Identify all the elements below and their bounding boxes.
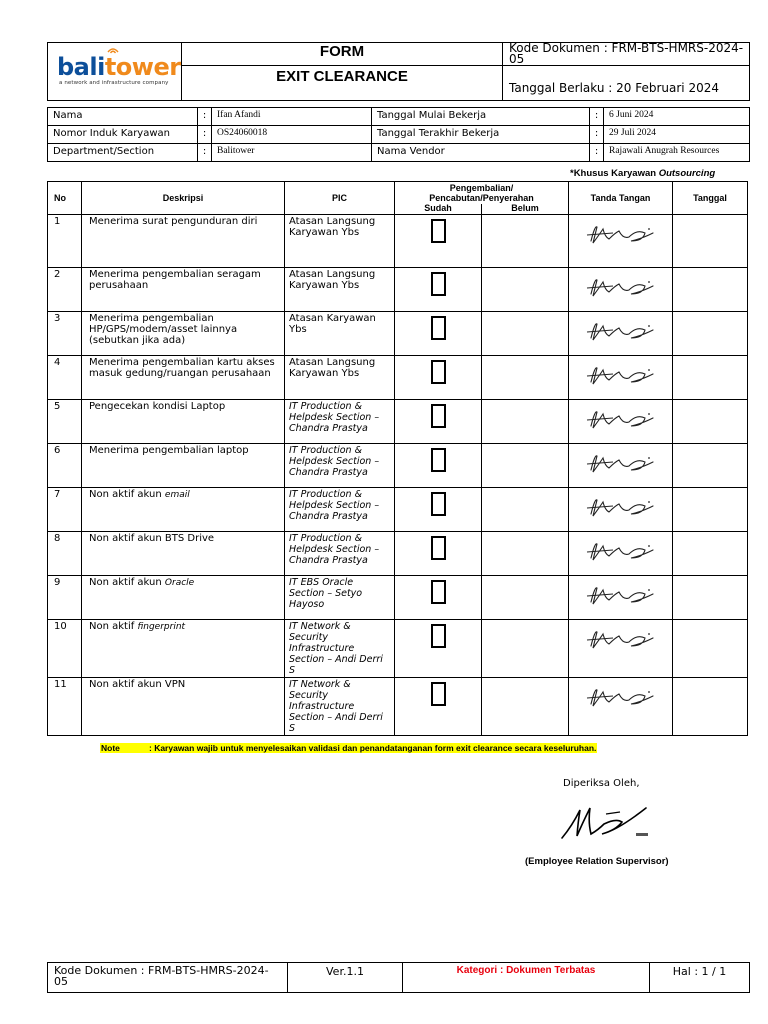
- outsourcing-note-prefix: *Khusus Karyawan: [570, 168, 659, 179]
- header-sudah: Sudah: [395, 204, 482, 215]
- row-signature: [569, 215, 673, 268]
- row-signature: [569, 444, 673, 488]
- footer-halaman: Hal : 1 / 1: [650, 963, 750, 993]
- row-signature: [569, 356, 673, 400]
- logo-tagline: a network and infrastructure company: [59, 80, 169, 86]
- row-sudah: [395, 356, 482, 400]
- header-no: No: [48, 182, 82, 215]
- table-row: [48, 215, 748, 268]
- row-desc-italic: Oracle: [164, 578, 195, 588]
- signature-mark: [583, 582, 659, 610]
- supervisor-signature: [558, 800, 654, 844]
- checkbox-sudah[interactable]: [431, 316, 446, 340]
- row-desc-text: Non aktif akun VPN: [89, 679, 186, 690]
- colon: :: [198, 126, 212, 144]
- footer-kode-dokumen: Kode Dokumen : FRM-BTS-HMRS-2024-05: [48, 963, 288, 993]
- note-label: Note: [101, 743, 120, 753]
- row-tanggal: [673, 356, 748, 400]
- signature-mark: [583, 221, 659, 249]
- row-pic: IT Production & Helpdesk Section – Chandra Prastya: [285, 400, 395, 444]
- table-row: [48, 356, 748, 400]
- row-no: 5: [48, 400, 82, 444]
- checkbox-sudah[interactable]: [431, 624, 446, 648]
- row-sudah: [395, 678, 482, 736]
- row-description: [82, 356, 285, 400]
- signature-mark: [583, 406, 659, 434]
- table-row: [48, 488, 748, 532]
- header-pic: PIC: [285, 182, 395, 215]
- tanggal-akhir-value: 29 Juli 2024: [604, 126, 750, 144]
- row-sudah: [395, 215, 482, 268]
- diperiksa-oleh: Diperiksa Oleh,: [563, 778, 640, 789]
- outsourcing-note: [570, 168, 715, 179]
- row-signature: [569, 620, 673, 678]
- table-row: [48, 444, 748, 488]
- row-desc-italic: email: [164, 490, 190, 500]
- colon: :: [590, 144, 604, 162]
- logo-bali: bali: [57, 53, 105, 81]
- form-title-line1: FORM: [182, 43, 503, 66]
- row-pic: IT Production & Helpdesk Section – Chandra Prastya: [285, 532, 395, 576]
- row-desc-text: Menerima pengembalian seragam perusahaan: [89, 269, 261, 291]
- row-sudah: [395, 268, 482, 312]
- document-header: [47, 42, 750, 101]
- row-desc-text: Pengecekan kondisi Laptop: [89, 401, 226, 412]
- nik-value: OS24060018: [212, 126, 372, 144]
- table-row: [48, 268, 748, 312]
- row-pic: IT Production & Helpdesk Section – Chandra Prastya: [285, 488, 395, 532]
- table-row: [48, 532, 748, 576]
- row-sudah: [395, 576, 482, 620]
- logo-tower: tower: [104, 53, 181, 81]
- row-belum: [482, 400, 569, 444]
- colon: :: [198, 144, 212, 162]
- row-belum: [482, 620, 569, 678]
- signature-mark: [583, 626, 659, 654]
- table-row: [48, 678, 748, 736]
- row-description: [82, 312, 285, 356]
- row-no: 10: [48, 620, 82, 678]
- row-pic: Atasan Karyawan Ybs: [285, 312, 395, 356]
- department-label: Department/Section: [48, 144, 198, 162]
- row-tanggal: [673, 620, 748, 678]
- footer-version: Ver.1.1: [288, 963, 403, 993]
- row-tanggal: [673, 400, 748, 444]
- row-sudah: [395, 444, 482, 488]
- row-description: [82, 215, 285, 268]
- row-no: 3: [48, 312, 82, 356]
- table-row: [48, 576, 748, 620]
- tanggal-berlaku: Tanggal Berlaku : 20 Februari 2024: [503, 66, 750, 101]
- signature-mark: [583, 538, 659, 566]
- row-belum: [482, 488, 569, 532]
- supervisor-title: (Employee Relation Supervisor): [525, 856, 669, 867]
- table-row: [48, 400, 748, 444]
- row-sudah: [395, 312, 482, 356]
- row-belum: [482, 576, 569, 620]
- nik-label: Nomor Induk Karyawan: [48, 126, 198, 144]
- row-pic: IT EBS Oracle Section – Setyo Hayoso: [285, 576, 395, 620]
- colon: :: [590, 108, 604, 126]
- row-pic: IT Network & Security Infrastructure Section – Andi Derri S: [285, 620, 395, 678]
- row-sudah: [395, 620, 482, 678]
- employee-info-table: [47, 107, 750, 162]
- row-signature: [569, 400, 673, 444]
- checkbox-sudah[interactable]: [431, 448, 446, 472]
- row-tanggal: [673, 532, 748, 576]
- row-desc-text: Menerima pengembalian HP/GPS/modem/asset lainnya (sebutkan jika ada): [89, 313, 238, 346]
- signature-mark: [583, 318, 659, 346]
- checklist-rows: [48, 215, 748, 736]
- row-desc-text: Non aktif: [89, 621, 138, 632]
- header-belum: Belum: [482, 204, 569, 215]
- row-pic: Atasan Langsung Karyawan Ybs: [285, 268, 395, 312]
- checkbox-sudah[interactable]: [431, 580, 446, 604]
- signature-mark: [583, 494, 659, 522]
- row-sudah: [395, 532, 482, 576]
- nama-value: Ifan Afandi: [212, 108, 372, 126]
- row-belum: [482, 532, 569, 576]
- row-desc-text: Non aktif akun: [89, 489, 165, 500]
- tanggal-akhir-label: Tanggal Terakhir Bekerja: [372, 126, 590, 144]
- row-no: 4: [48, 356, 82, 400]
- form-title-line2: EXIT CLEARANCE: [182, 66, 503, 101]
- signature-mark: [583, 362, 659, 390]
- row-description: [82, 444, 285, 488]
- clearance-checklist-table: [47, 181, 748, 736]
- row-description: [82, 678, 285, 736]
- row-no: 2: [48, 268, 82, 312]
- vendor-value: Rajawali Anugrah Resources: [604, 144, 750, 162]
- colon: :: [198, 108, 212, 126]
- row-tanggal: [673, 444, 748, 488]
- row-no: 9: [48, 576, 82, 620]
- row-sudah: [395, 488, 482, 532]
- header-deskripsi: Deskripsi: [82, 182, 285, 215]
- checkbox-sudah[interactable]: [431, 219, 446, 243]
- outsourcing-note-italic: Outsourcing: [658, 168, 716, 179]
- table-row: [48, 312, 748, 356]
- colon: :: [590, 126, 604, 144]
- row-desc-text: Menerima surat pengunduran diri: [89, 216, 258, 227]
- row-desc-text: Non aktif akun: [89, 577, 165, 588]
- row-description: [82, 620, 285, 678]
- row-pic: IT Network & Security Infrastructure Section – Andi Derri S: [285, 678, 395, 736]
- row-desc-text: Menerima pengembalian laptop: [89, 445, 249, 456]
- row-sudah: [395, 400, 482, 444]
- row-desc-italic: fingerprint: [137, 622, 186, 632]
- row-description: [82, 400, 285, 444]
- row-belum: [482, 356, 569, 400]
- footer-kategori: Kategori : Dokumen Terbatas: [403, 963, 650, 993]
- document-footer: [47, 962, 750, 993]
- header-tanggal: Tanggal: [673, 182, 748, 215]
- row-signature: [569, 678, 673, 736]
- row-signature: [569, 532, 673, 576]
- row-signature: [569, 268, 673, 312]
- vendor-label: Nama Vendor: [372, 144, 590, 162]
- row-tanggal: [673, 312, 748, 356]
- table-row: [48, 620, 748, 678]
- kode-dokumen: Kode Dokumen : FRM-BTS-HMRS-2024-05: [503, 43, 750, 66]
- row-no: 11: [48, 678, 82, 736]
- tanggal-mulai-value: 6 Juni 2024: [604, 108, 750, 126]
- row-pic: IT Production & Helpdesk Section – Chandra Prastya: [285, 444, 395, 488]
- row-no: 7: [48, 488, 82, 532]
- checkbox-sudah[interactable]: [431, 272, 446, 296]
- row-tanggal: [673, 488, 748, 532]
- row-no: 8: [48, 532, 82, 576]
- header-tanda-tangan: Tanda Tangan: [569, 182, 673, 215]
- company-logo: [48, 43, 182, 101]
- row-belum: [482, 215, 569, 268]
- row-belum: [482, 312, 569, 356]
- tanggal-mulai-label: Tanggal Mulai Bekerja: [372, 108, 590, 126]
- row-description: [82, 576, 285, 620]
- row-desc-text: Non aktif akun BTS Drive: [89, 533, 215, 544]
- checkbox-sudah[interactable]: [431, 492, 446, 516]
- row-pic: Atasan Langsung Karyawan Ybs: [285, 215, 395, 268]
- signature-mark: [583, 274, 659, 302]
- checkbox-sudah[interactable]: [431, 536, 446, 560]
- note: [100, 743, 597, 753]
- row-pic: Atasan Langsung Karyawan Ybs: [285, 356, 395, 400]
- row-tanggal: [673, 215, 748, 268]
- row-belum: [482, 268, 569, 312]
- row-signature: [569, 576, 673, 620]
- row-signature: [569, 312, 673, 356]
- row-tanggal: [673, 268, 748, 312]
- header-pengembalian: Pengembalian/ Pencabutan/Penyerahan: [395, 182, 569, 204]
- signature-mark: [583, 684, 659, 712]
- row-belum: [482, 444, 569, 488]
- department-value: Balitower: [212, 144, 372, 162]
- row-tanggal: [673, 678, 748, 736]
- nama-label: Nama: [48, 108, 198, 126]
- row-description: [82, 532, 285, 576]
- note-text: : Karyawan wajib untuk menyelesaikan validasi dan penandatanganan form exit clearance secara keseluruhan.: [149, 743, 597, 753]
- row-desc-text: Menerima pengembalian kartu akses masuk gedung/ruangan perusahaan: [89, 357, 275, 379]
- checkbox-sudah[interactable]: [431, 360, 446, 384]
- row-no: 6: [48, 444, 82, 488]
- logo-wordmark: [57, 53, 181, 81]
- row-tanggal: [673, 576, 748, 620]
- row-signature: [569, 488, 673, 532]
- checkbox-sudah[interactable]: [431, 404, 446, 428]
- signature-mark: [583, 450, 659, 478]
- checkbox-sudah[interactable]: [431, 682, 446, 706]
- row-description: [82, 488, 285, 532]
- row-no: 1: [48, 215, 82, 268]
- row-description: [82, 268, 285, 312]
- row-belum: [482, 678, 569, 736]
